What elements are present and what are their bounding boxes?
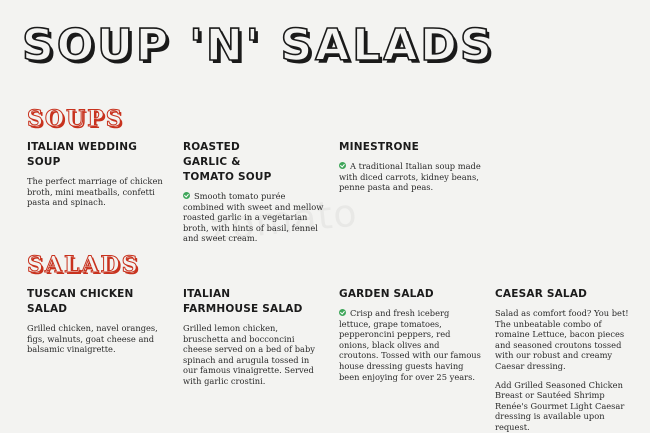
- menu-item-description: Smooth tomato purée combined with sweet and mellow roasted garlic in a vegetarian broth, with hints of basil, fennel and sweet cream.: [183, 191, 324, 244]
- menu-item-description: Grilled chicken, navel oranges, figs, walnuts, goat cheese and balsamic vinaigrette.: [27, 323, 158, 355]
- menu-item: [339, 287, 481, 382]
- menu-item: [183, 287, 325, 387]
- menu-item-description: Salad as comfort food? You bet! The unbeatable combo of romaine Lettuce, bacon pieces and seasoned croutons tossed with our robust and creamy Caesar dressing.: [495, 308, 629, 371]
- section-title-salads: SALADS: [27, 252, 140, 278]
- menu-item-name: TUSCAN CHICKEN SALAD: [27, 288, 134, 315]
- menu-item-description-wrap: [183, 191, 325, 244]
- menu-item: [339, 140, 481, 193]
- menu-item-description: Crisp and fresh iceberg lettuce, grape tomatoes, pepperoncini peppers, red onions, black olives and croutons. Tossed with our famous house dressing guests having been enjoying for over 25 years.: [339, 308, 481, 382]
- page-title: SOUP 'N' SALADS: [22, 20, 495, 71]
- menu-item-name: CAESAR SALAD: [495, 288, 588, 300]
- menu-item: [27, 287, 169, 355]
- menu-item: [27, 140, 169, 208]
- menu-item: [183, 140, 325, 244]
- menu-item-description-wrap: [339, 161, 481, 193]
- menu-item-name: GARDEN SALAD: [339, 288, 434, 300]
- menu-item-name: ROASTED GARLIC & TOMATO SOUP: [183, 141, 272, 183]
- vegetarian-icon: [339, 162, 346, 169]
- menu-item-description: The perfect marriage of chicken broth, mini meatballs, confetti pasta and spinach.: [27, 176, 163, 208]
- vegetarian-icon: [183, 192, 190, 199]
- menu-item-description-wrap: [339, 308, 481, 382]
- menu-item-name: MINESTRONE: [339, 141, 420, 153]
- vegetarian-icon: [339, 309, 346, 316]
- menu-item: [495, 287, 637, 433]
- menu-item-name: ITALIAN WEDDING SOUP: [27, 141, 138, 168]
- menu-item-note: Add Grilled Seasoned Chicken Breast or Sautéed Shrimp Renée's Gourmet Light Caesar dressing is available upon request.: [495, 379, 625, 432]
- menu-item-description: A traditional Italian soup made with diced carrots, kidney beans, penne pasta and peas.: [339, 161, 481, 193]
- menu-item-name: ITALIAN FARMHOUSE SALAD: [183, 288, 303, 315]
- section-title-soups: SOUPS: [27, 106, 124, 132]
- menu-item-description: Grilled lemon chicken, bruschetta and bocconcini cheese served on a bed of baby spinach and arugula tossed in our famous vinaigrette. Served with garlic crostini.: [183, 323, 315, 386]
